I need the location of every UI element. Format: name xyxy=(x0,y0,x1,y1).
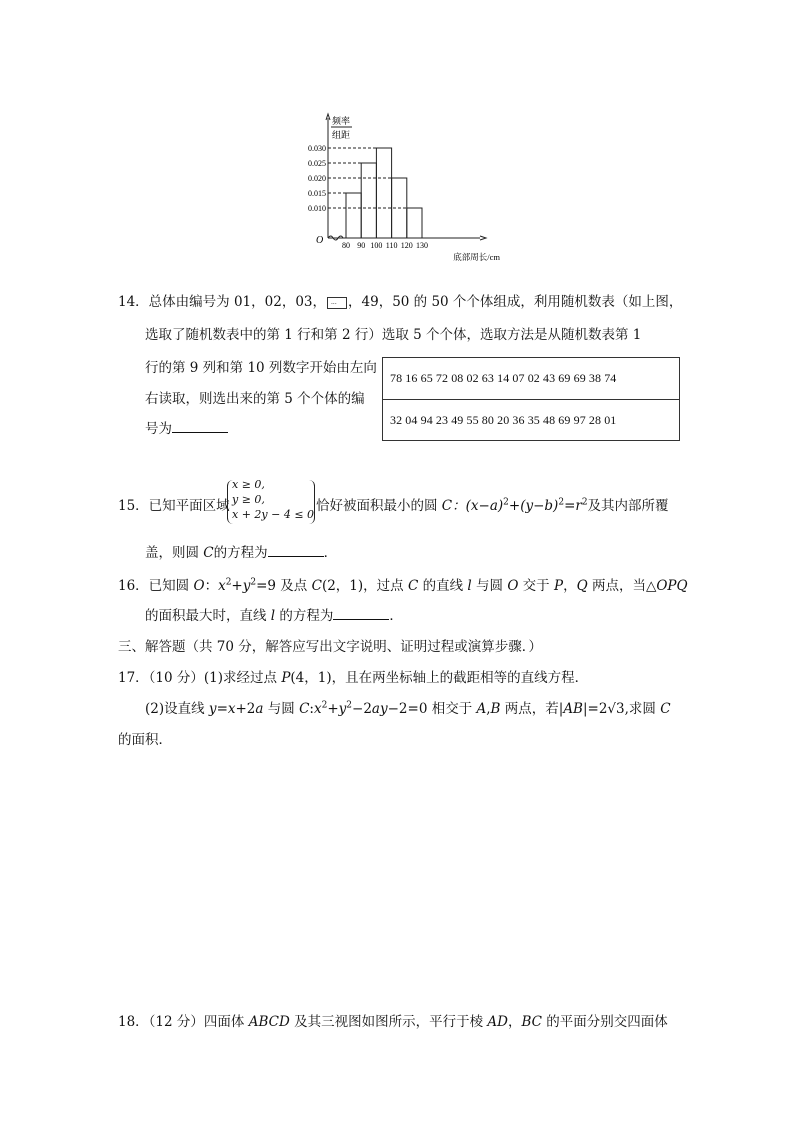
x-tick-label: 110 xyxy=(385,241,398,250)
q14-line2: 选取了随机数表中的第 1 行和第 2 行）选取 5 个个体，选取方法是从随机数表第 1 xyxy=(145,327,642,343)
q16-line1: 16．已知圆 O：$x^2+y^2=9$ 及点 C(2，1)，过点 C 的直线 l 与圆 O 交于 P，Q 两点，当△OPQ xyxy=(118,577,688,594)
x-tick-label: 80 xyxy=(342,241,350,250)
q14-line5: 号为 xyxy=(145,417,228,437)
right-brace xyxy=(308,480,315,524)
y-tick-label: 0.025 xyxy=(308,159,326,168)
x-tick-label: 90 xyxy=(357,241,366,250)
y-tick-label: 0.015 xyxy=(308,189,326,198)
q16-line2: 的面积最大时，直线 l 的方程为 ． xyxy=(145,608,403,624)
y-axis-label-bottom: 组距 xyxy=(332,130,351,140)
answer-blank xyxy=(172,420,228,433)
random-table-row-2: 32 04 94 23 49 55 80 20 36 35 48 69 97 28 01 xyxy=(383,399,679,441)
histogram-bar xyxy=(407,208,422,238)
q15-line1-rest: 恰好被面积最小的圆 C：$(x-a)^2+(y-b)^2=r^2$及其内部所覆 xyxy=(316,497,669,514)
q17-line3: 的面积． xyxy=(118,732,172,748)
answer-blank xyxy=(268,544,324,557)
x-axis-label: 底部周长/cm xyxy=(453,252,500,262)
q17-line1: 17．（10 分）(1)求经过点 P(4，1)，且在两坐标轴上的截距相等的直线方程． xyxy=(118,670,589,686)
q17-line2: (2)设直线 y=x+2a 与圆 $C:x^2+y^2-2ay-2=0$ 相交于 A,B 两点，若|AB|=2√3,求圆 C xyxy=(145,700,671,717)
origin-label: O xyxy=(316,235,324,246)
y-tick-label: 0.010 xyxy=(308,204,326,213)
random-number-table xyxy=(382,357,680,441)
x-axis-arrow-icon xyxy=(480,236,486,240)
q14-line4: 右读取，则选出来的第 5 个个体的编 xyxy=(145,391,365,407)
histogram-bar xyxy=(346,193,361,238)
answer-blank xyxy=(333,607,389,620)
q15-prefix: 15．已知平面区域 xyxy=(118,498,230,514)
x-tick-label: 130 xyxy=(416,241,428,250)
q18-line1: 18．（12 分）四面体 ABCD 及其三视图如图所示，平行于棱 AD，BC 的平面分别交四面体 xyxy=(118,1014,668,1030)
q14-line1: 14．总体由编号为 01，02，03， ··· ，49，50 的 50 个个体组成，利用随机数表（如上图， xyxy=(118,294,683,310)
ellipsis-box-icon: ··· xyxy=(327,297,347,309)
y-tick-label: 0.020 xyxy=(308,174,326,183)
frequency-histogram xyxy=(290,110,520,270)
histogram-bar xyxy=(376,148,391,238)
q14-line3: 行的第 9 列和第 10 列数字开始由左向 xyxy=(145,360,377,376)
q15-line2: 盖，则圆 C的方程为 ． xyxy=(145,545,338,561)
x-tick-label: 120 xyxy=(400,241,413,250)
inequality-system: x ≥ 0, y ≥ 0, x + 2y − 4 ≤ 0 xyxy=(227,478,315,524)
histogram-bar xyxy=(361,163,376,238)
y-axis-label-top: 频率 xyxy=(332,116,351,126)
random-table-row-1: 78 16 65 72 08 02 63 14 07 02 43 69 69 38 74 xyxy=(390,371,617,385)
x-tick-label: 100 xyxy=(370,241,383,250)
y-tick-label: 0.030 xyxy=(308,144,326,153)
section-3-heading: 三、解答题（共 70 分，解答应写出文字说明、证明过程或演算步骤．） xyxy=(118,639,543,655)
